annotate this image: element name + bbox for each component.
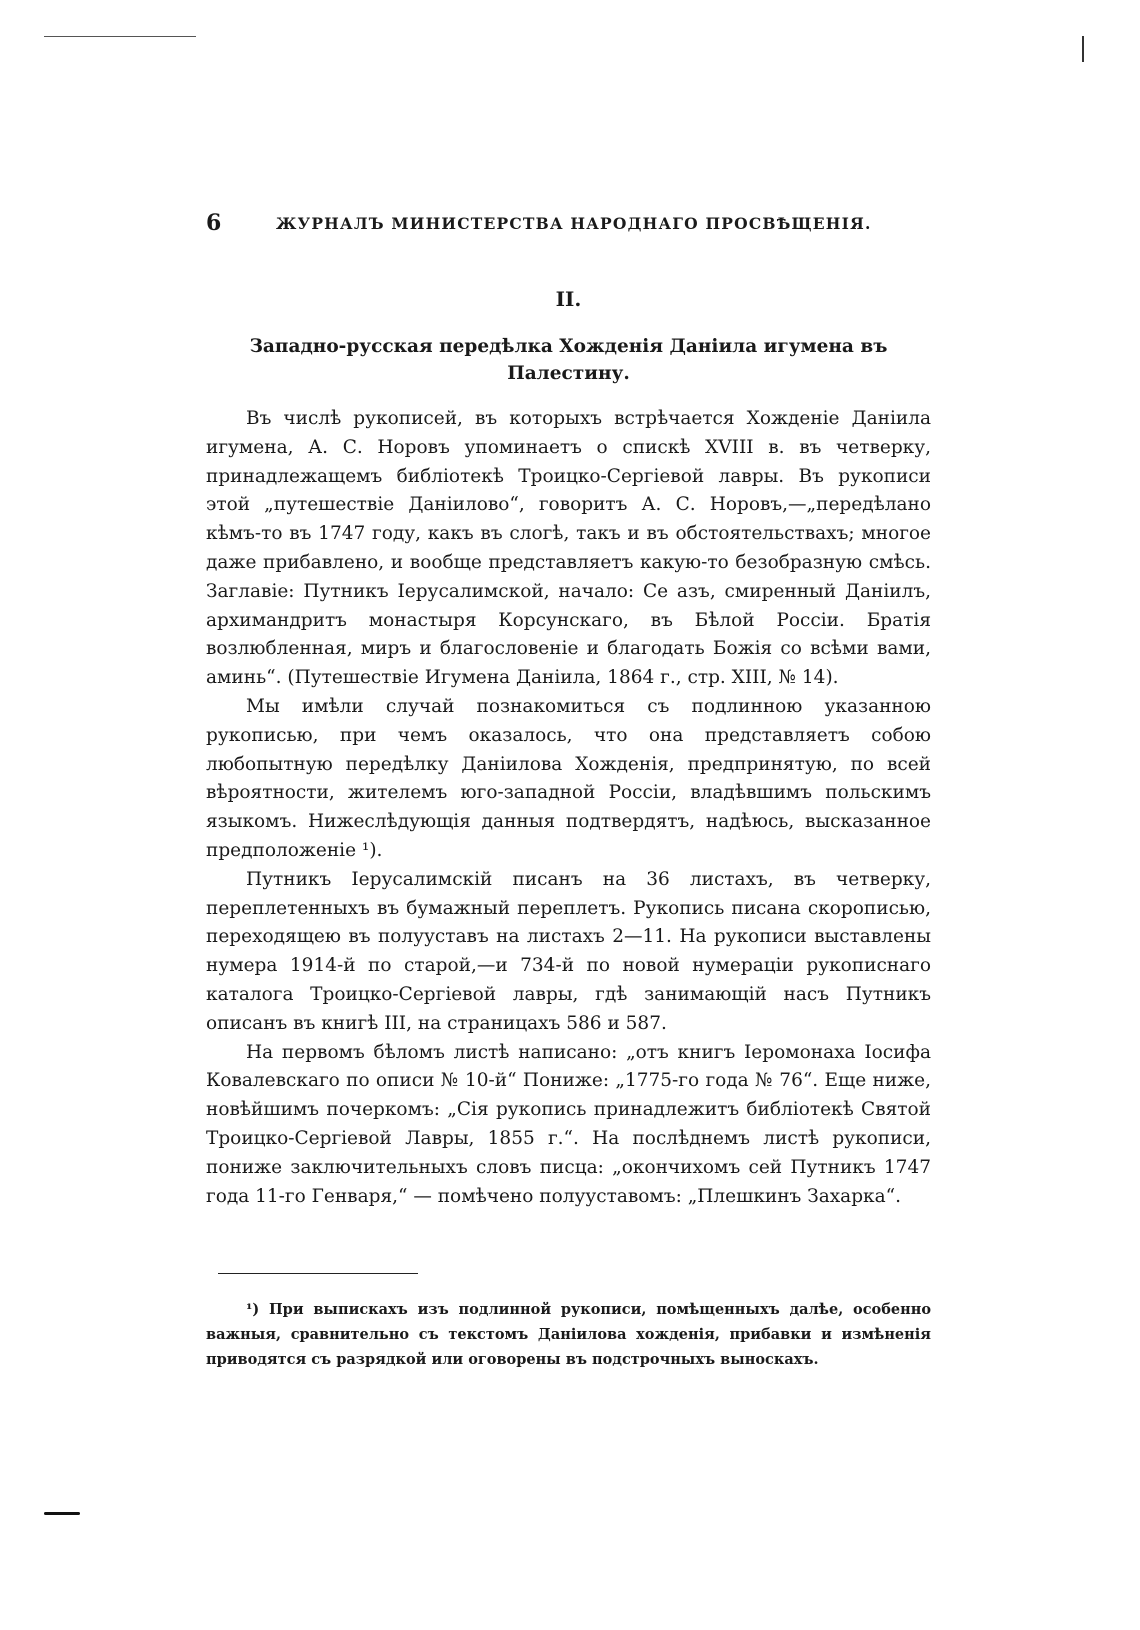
footnote-divider	[218, 1273, 418, 1274]
running-title: ЖУРНАЛЪ МИНИСТЕРСТВА НАРОДНАГО ПРОСВѢЩЕНІЯ.	[276, 213, 872, 233]
body-text	[206, 405, 931, 1211]
scan-edge-top	[44, 36, 196, 37]
paragraph: Въ числѣ рукописей, въ которыхъ встрѣчается Хожденіе Даніила игумена, А. С. Норовъ упоминаетъ о спискѣ XVIII в. въ четверку, принадлежащемъ библіотекѣ Троицко-Сергіевой лавры. Въ рукописи этой „путешествіе Даніилово“, говоритъ А. С. Норовъ,—„передѣлано кѣмъ-то въ 1747 году, какъ въ слогѣ, такъ и въ обстоятельствахъ; многое даже прибавлено, и вообще представляетъ какую-то безобразную смѣсь. Заглавіе: Путникъ Іерусалимской, начало: Се азъ, смиренный Даніилъ, архимандритъ монастыря Корсунскаго, въ Бѣлой Россіи. Братія возлюбленная, миръ и благословеніе и благодать Божія со всѣми вами, аминь“. (Путешествіе Игумена Даніила, 1864 г., стр. XIII, № 14).	[206, 408, 931, 689]
section-number: II.	[555, 287, 582, 311]
paragraph: Мы имѣли случай познакомиться съ подлинною указанною рукописью, при чемъ оказалось, что она представляетъ собою любопытную передѣлку Даніилова Хожденія, предпринятую, по всей вѣроятности, жителемъ юго-западной Россіи, владѣвшимъ польскимъ языкомъ. Нижеслѣдующія данныя подтвердятъ, надѣюсь, высказанное предположеніе ¹).	[206, 695, 931, 861]
page-number: 6	[206, 210, 222, 236]
paragraph: Путникъ Іерусалимскій писанъ на 36 листахъ, въ четверку, переплетенныхъ въ бумажный переплетъ. Рукопись писана скорописью, переходящею въ полууставъ на листахъ 2—11. На рукописи выставлены нумера 1914-й по старой,—и 734-й по новой нумераціи рукописнаго каталога Троицко-Сергіевой лавры, гдѣ занимающій насъ Путникъ описанъ въ книгѣ III, на страницахъ 586 и 587.	[206, 868, 931, 1034]
paragraph: На первомъ бѣломъ листѣ написано: „отъ книгъ Іеромонаха Іосифа Ковалевскаго по описи № 10-й“ Пониже: „1775-го года № 76“. Еще ниже, новѣйшимъ почеркомъ: „Сія рукопись принадлежитъ библіотекѣ Святой Троицко-Сергіевой Лавры, 1855 г.“. На послѣднемъ листѣ рукописи, пониже заключительныхъ словъ писца: „окончихомъ сей Путникъ 1747 года 11-го Генваря,“ — помѣчено полууставомъ: „Плешкинъ Захарка“.	[206, 1041, 931, 1207]
scan-edge-left	[44, 1512, 80, 1515]
scan-edge-right	[1082, 36, 1084, 62]
page-header	[206, 208, 946, 238]
footnote: ¹) При выпискахъ изъ подлинной рукописи, помѣщенныхъ далѣе, особенно важныя, сравнительно съ текстомъ Даніилова хожденія, прибавки и измѣненія приводятся съ разрядкой или оговорены въ подстрочныхъ выноскахъ.	[206, 1301, 931, 1368]
section-title: Западно-русская передѣлка Хожденія Даніила игумена въ Палестину.	[249, 336, 888, 384]
